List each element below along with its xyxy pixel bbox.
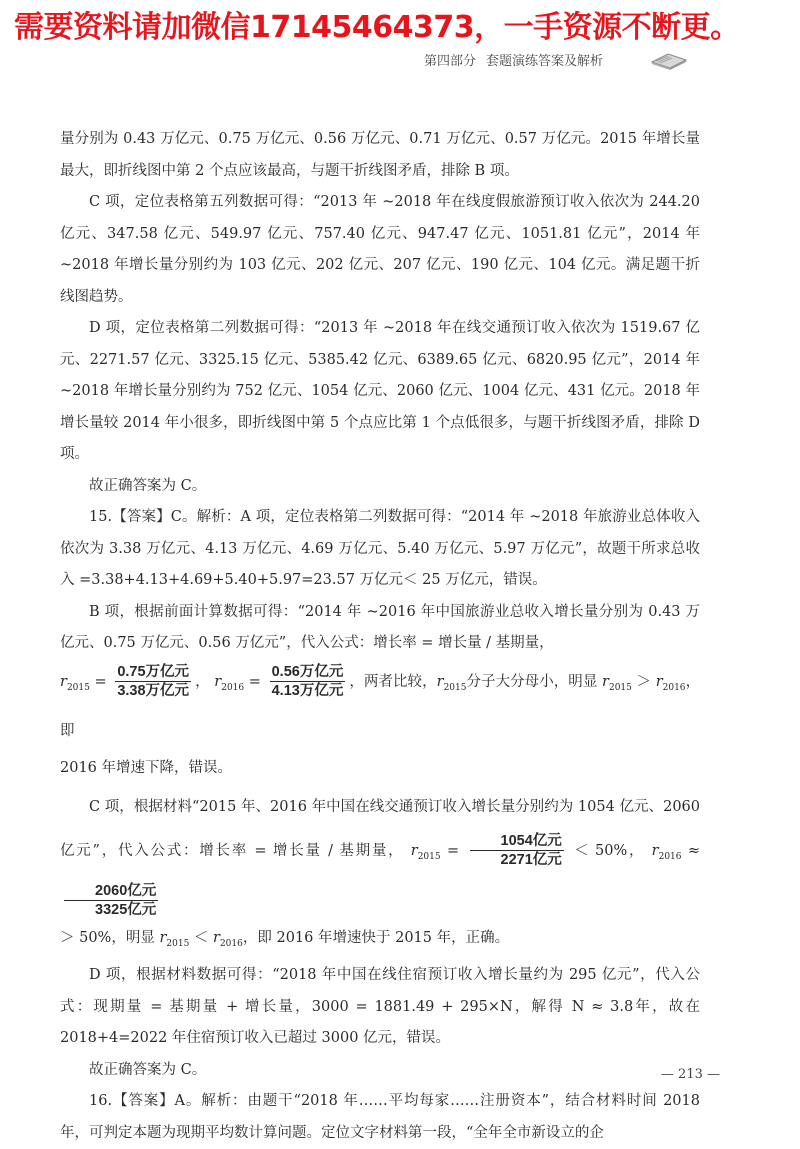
rate-symbol: $r_{2015}$ — [436, 673, 467, 693]
rate-symbol: $r_{2016}$ — [213, 929, 243, 949]
book-icon — [650, 48, 690, 70]
paragraph: 15.【答案】C。解析：A 项，定位表格第二列数据可得：“2014 年 ~2018 年旅游业总体收入依次为 3.38 万亿元、4.13 万亿元、4.69 万亿元、5.40 万亿元、5.97 万亿元”，故题干所求总收入 =3.38+4.13+4.69+5.40+5.97=23.57 万亿元＜ 25 万亿元，错误。 — [60, 509, 700, 588]
paragraph: ＞ 50%，明显 $r_{2015} < r_{2016}$，即 2016 年增速快于 2015 年，正确。 — [60, 929, 510, 949]
paragraph: B 项，根据前面计算数据可得：“2014 年 ~2016 年中国旅游业总收入增长量分别为 0.43 万亿元、0.75 万亿元、0.56 万亿元”，代入公式：增长率 = 增长量 / 基期量， — [60, 603, 700, 651]
rate-symbol: $r_{2015}$ — [410, 842, 441, 862]
rate-symbol: $r_{2016}$ — [651, 842, 682, 862]
rate-symbol: $r_{2015}$ — [60, 673, 90, 693]
formula-line: $r_{2015}$ = $\frac{\text{0.75万亿元}}{\text{3.38万亿元}}$ ， $r_{2016}$ = $\frac{\text{0.56万亿元}}{\text{4.13万亿元}}$ ，两者比较，$r_{2015}$分子大分母小，明显 $r_{2015} > r_{2016}$，即 — [60, 664, 701, 740]
paragraph: C 项，定位表格第五列数据可得：“2013 年 ~2018 年在线度假旅游预订收入依次为 244.20 亿元、347.58 亿元、549.97 亿元、757.40 亿元、947.47 亿元、1051.81 亿元”，2014 年 ~2018 年增长量分别约为 103 亿元、202 亿元、207 亿元、190 亿元、104 亿元。满足题干折线图趋势。 — [60, 194, 700, 305]
paragraph: 16.【答案】A。解析：由题干“2018 年……平均每家……注册资本”，结合材料时间 2018 年，可判定本题为现期平均数计算问题。定位文字材料第一段，“全年全市新设立的企 — [60, 1093, 700, 1141]
paragraph: 故正确答案为 C。 — [89, 1061, 207, 1078]
running-head-title: 套题演练答案及解析 — [486, 54, 604, 69]
rate-symbol: $r_{2016}$ — [655, 673, 686, 693]
running-head — [424, 50, 644, 69]
paragraph: 2016 年增速下降，错误。 — [60, 760, 233, 777]
paragraph: C 项，根据材料“2015 年、2016 年中国在线交通预订收入增长量分别约为 1054 亿元、2060 亿元”，代入公式：增长率 = 增长量 / 基期量， $r_{2015}$ = $\frac{\text{1054亿元}}{\text{2271亿元}}$ ＜ 50%， $r_{2016}$ ≈ $\frac{\text{2060亿元}}{\text{3325亿元}}$ — [60, 798, 701, 919]
fraction-r2016-c: $\frac{\text{2060亿元}}{\text{3325亿元}}$ — [64, 882, 158, 919]
paragraph: D 项，根据材料数据可得：“2018 年中国在线住宿预订收入增长量约为 295 亿元”，代入公式：现期量 = 基期量 + 增长量，3000 = 1881.49 + 295×N，解得 N ≈ 3.8年，故在 2018+4=2022 年住宿预订收入已超过 3000 亿元，错误。 — [60, 967, 700, 1047]
rate-symbol: $r_{2015}$ — [159, 929, 190, 949]
promo-banner: 需要资料请加微信17145464373，一手资源不断更。 — [14, 10, 740, 45]
paragraph: D 项，定位表格第二列数据可得：“2013 年 ~2018 年在线交通预订收入依次为 1519.67 亿元、2271.57 亿元、3325.15 亿元、5385.42 亿元、6389.65 亿元、6820.95 亿元”，2014 年 ~2018 年增长量分别约为 752 亿元、1054 亿元、2060 亿元、1004 亿元、431 亿元。2018 年增长量较 2014 年小很多，即折线图中第 5 个点应比第 1 个点低很多，与题干折线图矛盾，排除 D 项。 — [60, 320, 700, 462]
fraction-r2015-c: $\frac{\text{1054亿元}}{\text{2271亿元}}$ — [470, 832, 564, 869]
paragraph: 故正确答案为 C。 — [89, 477, 207, 494]
rate-symbol: $r_{2015}$ — [602, 673, 632, 693]
answer-explanation-body — [60, 124, 700, 1149]
rate-symbol: $r_{2016}$ — [214, 673, 245, 693]
running-head-part: 第四部分 — [424, 54, 477, 69]
fraction-r2016-b: $\frac{\text{0.56万亿元}}{\text{4.13万亿元}}$ — [271, 664, 344, 699]
page-number: — 213 — — [660, 1067, 720, 1082]
fraction-r2015-b: $\frac{\text{0.75万亿元}}{\text{3.38万亿元}}$ — [117, 664, 190, 699]
paragraph: 量分别为 0.43 万亿元、0.75 万亿元、0.56 万亿元、0.71 万亿元、0.57 万亿元。2015 年增长量最大，即折线图中第 2 个点应该最高，与题干折线图矛盾，排除 B 项。 — [60, 131, 700, 179]
